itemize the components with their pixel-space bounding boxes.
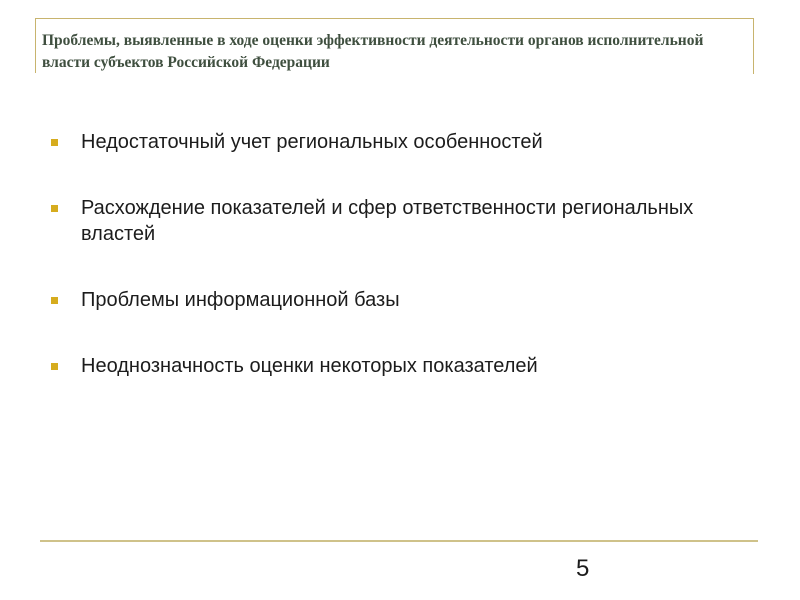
page-number: 5 [576,555,590,582]
square-bullet-icon [51,363,58,370]
bullet-text: Неоднозначность оценки некоторых показателей [81,355,538,377]
footer-divider [40,540,758,542]
square-bullet-icon [51,205,58,212]
bullet-item [48,353,738,379]
bullet-item [48,129,738,155]
bullet-item [48,287,738,313]
bullet-list [48,129,738,419]
title-frame-left-edge [35,18,36,73]
square-bullet-icon [51,297,58,304]
bullet-text: Проблемы информационной базы [81,289,400,311]
slide-title: Проблемы, выявленные в ходе оценки эффективности деятельности органов исполнительной власти субъектов Российской Федерации [42,32,704,71]
bullet-item [48,195,738,247]
bullet-text: Недостаточный учет региональных особенностей [81,131,543,153]
square-bullet-icon [51,139,58,146]
bullet-text: Расхождение показателей и сфер ответственности региональных властей [81,197,694,245]
